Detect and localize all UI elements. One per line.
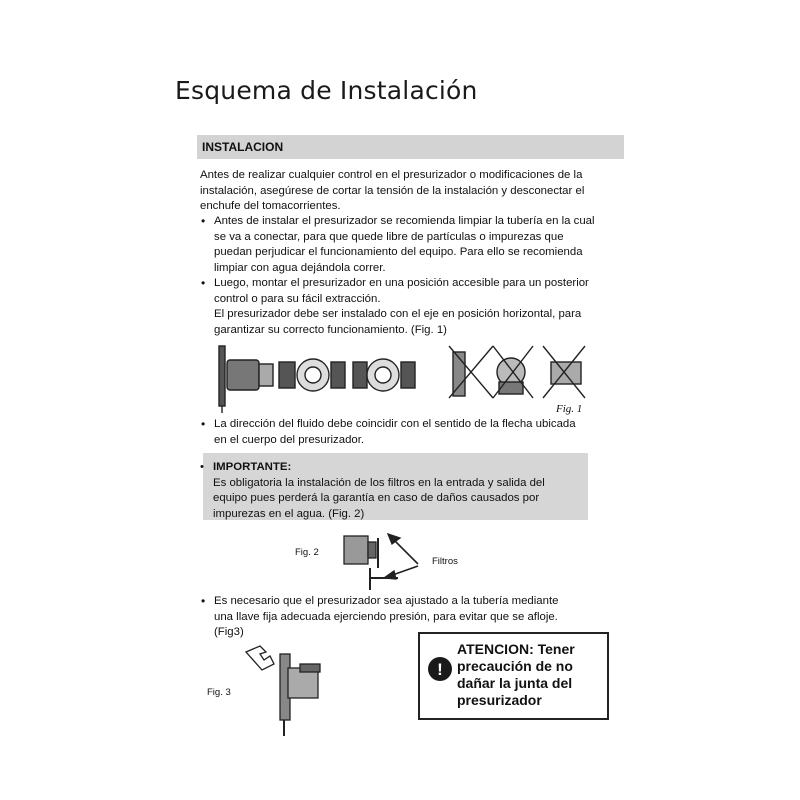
intro-line: enchufe del tomacorrientes.: [200, 200, 341, 213]
important-line: equipo pues perderá la garantía en caso de daños causados por: [213, 492, 540, 505]
bullet-line: control o para su fácil extracción.: [214, 292, 381, 305]
bullet-line: en el cuerpo del presurizador.: [214, 433, 365, 446]
warning-icon-glyph: !: [437, 660, 443, 679]
attention-line: presurizador: [457, 692, 542, 708]
important-line: Es obligatoria la instalación de los filtros en la entrada y salida del: [213, 476, 545, 489]
bullet-line: una llave fija adecuada ejerciendo presión, para evitar que se afloje.: [214, 610, 558, 623]
warning-icon: [427, 656, 453, 682]
bullet-dot: •: [201, 594, 206, 608]
important-line: impurezas en el agua. (Fig. 2): [213, 507, 365, 520]
figure-1-pump-positions: [213, 338, 593, 418]
attention-line: dañar la junta del: [457, 675, 573, 691]
bullet-line: puedan perjudicar el funcionamiento del equipo. Para ello se recomienda: [214, 246, 583, 259]
intro-line: Antes de realizar cualquier control en el presurizador o modificaciones de la: [200, 169, 583, 181]
attention-box: [418, 632, 609, 720]
figure-2-label: Fig. 2: [295, 547, 319, 558]
bullet-mount: [201, 276, 589, 338]
figure-1-label: Fig. 1: [556, 403, 583, 415]
important-text: [200, 460, 585, 522]
filters-label: Filtros: [432, 556, 458, 567]
section-header: [197, 135, 624, 159]
bullet-line: se va a conectar, para que quede libre de partículas o impurezas que: [214, 230, 564, 243]
bullet-flow-direction: [201, 417, 576, 448]
bullet-dot: •: [201, 417, 206, 431]
attention-line: ATENCION: Tener: [457, 641, 575, 657]
bullet-dot: •: [200, 461, 204, 473]
attention-line: precaución de no: [457, 658, 573, 674]
bullet-line: Luego, montar el presurizador en una posición accesible para un posterior: [214, 277, 589, 289]
attention-text: [457, 641, 605, 709]
figure-3-label: Fig. 3: [207, 687, 231, 698]
figure-3-wrench: [240, 640, 330, 740]
important-title: IMPORTANTE:: [213, 461, 292, 473]
bullet-line: Es necesario que el presurizador sea ajustado a la tubería mediante: [214, 595, 559, 607]
intro-paragraph: [200, 168, 584, 215]
bullet-line: El presurizador debe ser instalado con el eje en posición horizontal, para: [214, 308, 582, 321]
page-title: Esquema de Instalación: [175, 76, 478, 105]
bullet-line: limpiar con agua dejándola correr.: [214, 261, 386, 274]
bullet-clean-pipe: [201, 214, 595, 276]
bullet-line: Antes de instalar el presurizador se recomienda limpiar la tubería en la cual: [214, 215, 595, 227]
bullet-line: La dirección del fluido debe coincidir con el sentido de la flecha ubicada: [214, 418, 576, 430]
intro-line: instalación, asegúrese de cortar la tensión de la instalación y desconectar el: [200, 184, 585, 197]
bullet-line: (Fig3): [214, 626, 244, 639]
bullet-dot: •: [201, 214, 206, 228]
section-header-label: INSTALACION: [202, 140, 284, 154]
bullet-line: garantizar su correcto funcionamiento. (Fig. 1): [214, 323, 447, 336]
bullet-dot: •: [201, 276, 206, 290]
